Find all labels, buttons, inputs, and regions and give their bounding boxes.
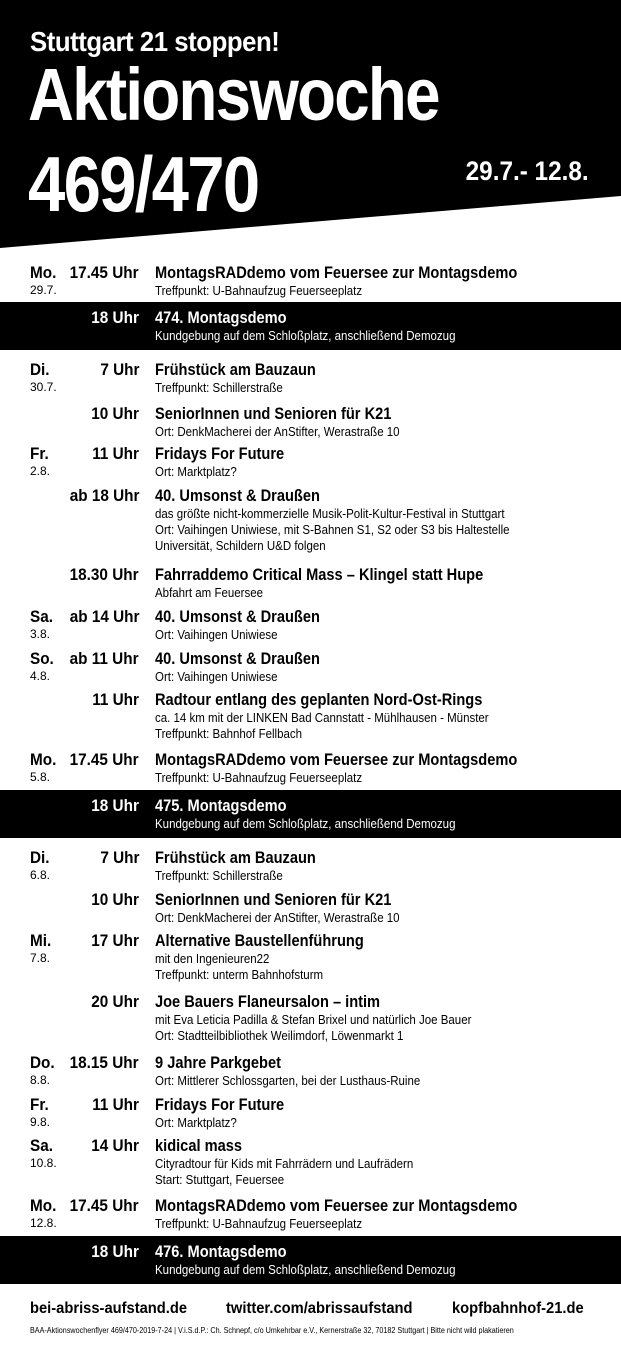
entry-details [155,464,244,480]
entry-detail-line: Universität, Schildern U&D folgen [155,539,326,553]
entry-time: 7 Uhr [99,848,139,867]
footer-link-twitter[interactable]: twitter.com/abrissaufstand [226,1300,413,1317]
entry-day: Fr. [30,444,49,463]
entry-details [155,951,338,983]
schedule-entry-highlight [0,302,621,350]
entry-title: 475. Montagsdemo [155,796,287,815]
footer-imprint: BAA-Aktionswochenflyer 469/470-2019-7-24 | V.i.S.d.P.: Ch. Schnepf, c/o Umkehrbar e.V., Kernerstraße 32, 70182 Stuttgart | Bitte nicht wild plakatieren [30,1326,514,1335]
entry-time: 17.45 Uhr [70,1196,139,1215]
entry-details [155,627,288,643]
header-dates: 29.7.- 12.8. [466,156,589,186]
entry-details [155,816,482,832]
footer-link-kopfbahnhof[interactable]: kopfbahnhof-21.de [452,1300,584,1317]
entry-date: 4.8. [30,669,51,683]
entry-detail-line: Treffpunkt: U-Bahnaufzug Feuerseeplatz [155,284,363,298]
entry-date: 29.7. [30,283,57,297]
entry-title: 40. Umsonst & Draußen [155,486,320,505]
header-subtitle: Stuttgart 21 stoppen! [30,26,280,57]
entry-details [155,506,540,554]
entry-date: 9.8. [30,1115,51,1129]
entry-detail-line: Kundgebung auf dem Schloßplatz, anschließend Demozug [155,817,456,831]
entry-date: 8.8. [30,1073,51,1087]
entry-title: SeniorInnen und Senioren für K21 [155,404,392,423]
entry-title: Frühstück am Bauzaun [155,360,316,379]
entry-title: Fridays For Future [155,444,285,463]
entry-day: Di. [30,360,50,379]
footer-links [0,1300,621,1322]
entry-detail-line: Treffpunkt: unterm Bahnhofsturm [155,968,324,982]
entry-day: Mi. [30,931,52,950]
entry-details [155,770,380,786]
entry-detail-line: Treffpunkt: U-Bahnaufzug Feuerseeplatz [155,1217,363,1231]
footer-link-website[interactable]: bei-abriss-aufstand.de [30,1300,188,1317]
entry-details [155,328,482,344]
entry-title: MontagsRADdemo vom Feuersee zur Montagsdemo [155,263,518,282]
entry-detail-line: ca. 14 km mit der LINKEN Bad Cannstatt - Mühlhausen - Münster [155,711,489,725]
entry-details [155,1115,244,1131]
entry-date: 6.8. [30,868,51,882]
entry-day: Fr. [30,1095,49,1114]
entry-title: 476. Montagsdemo [155,1242,287,1261]
entry-detail-line: Treffpunkt: Bahnhof Fellbach [155,727,303,741]
entry-title: MontagsRADdemo vom Feuersee zur Montagsdemo [155,1196,518,1215]
header-title: Aktionswoche [28,53,439,136]
entry-detail-line: Abfahrt am Feuersee [155,586,264,600]
entry-date: 5.8. [30,770,51,784]
entry-day: Di. [30,848,50,867]
entry-details [155,380,294,396]
entry-time: 18 Uhr [91,1242,139,1261]
entry-time: 17 Uhr [91,931,139,950]
entry-details [155,1073,443,1089]
entry-details [155,910,421,926]
entry-date: 2.8. [30,464,51,478]
entry-time: 14 Uhr [91,1136,139,1155]
header-numbers: 469/470 [28,140,259,228]
entry-detail-line: Treffpunkt: Schillerstraße [155,381,283,395]
entry-date: 12.8. [30,1216,57,1230]
entry-title: Frühstück am Bauzaun [155,848,316,867]
entry-date: 3.8. [30,627,51,641]
entry-time: 7 Uhr [99,360,139,379]
entry-detail-line: Ort: DenkMacherei der AnStifter, Werastraße 10 [155,425,400,439]
entry-detail-line: Ort: Mittlerer Schlossgarten, bei der Lusthaus-Ruine [155,1074,421,1088]
entry-detail-line: Ort: Vaihingen Uniwiese [155,670,278,684]
entry-time: 11 Uhr [92,690,139,709]
entry-date: 7.8. [30,951,51,965]
entry-date: 10.8. [30,1156,57,1170]
entry-title: Fridays For Future [155,1095,285,1114]
entry-details [155,868,294,884]
entry-title: 474. Montagsdemo [155,308,287,327]
entry-title: Fahrraddemo Critical Mass – Klingel statt Hupe [155,565,484,584]
entry-detail-line: das größte nicht-kommerzielle Musik-Polit-Kultur-Festival in Stuttgart [155,507,505,521]
entry-time: 18.30 Uhr [70,565,139,584]
entry-time: 18.15 Uhr [70,1053,139,1072]
entry-detail-line: Ort: Stadtteilbibliothek Weilimdorf, Löwenmarkt 1 [155,1029,404,1043]
entry-time: ab 11 Uhr [70,649,139,668]
entry-time: 17.45 Uhr [70,263,139,282]
schedule-entry-highlight [0,790,621,838]
entry-time: 18 Uhr [91,796,139,815]
entry-title: Alternative Baustellenführung [155,931,364,950]
entry-detail-line: Treffpunkt: U-Bahnaufzug Feuerseeplatz [155,771,363,785]
entry-detail-line: Ort: Marktplatz? [155,465,237,479]
entry-title: 9 Jahre Parkgebet [155,1053,281,1072]
entry-detail-line: Kundgebung auf dem Schloßplatz, anschließend Demozug [155,329,456,343]
entry-detail-line: Ort: Marktplatz? [155,1116,237,1130]
entry-title: kidical mass [155,1136,242,1155]
entry-time: 18 Uhr [91,308,139,327]
entry-time: 11 Uhr [92,1095,139,1114]
entry-title: Joe Bauers Flaneursalon – intim [155,992,381,1011]
entry-title: MontagsRADdemo vom Feuersee zur Montagsdemo [155,750,518,769]
entry-detail-line: Start: Stuttgart, Feuersee [155,1173,285,1187]
entry-day: Sa. [30,1136,53,1155]
entry-day: Mo. [30,1196,57,1215]
entry-time: ab 18 Uhr [69,486,139,505]
entry-time: ab 14 Uhr [69,607,139,626]
entry-details [155,710,518,742]
entry-detail-line: Ort: Vaihingen Uniwiese, mit S-Bahnen S1, S2 oder S3 bis Haltestelle [155,523,510,537]
entry-time: 11 Uhr [92,444,139,463]
entry-details [155,1156,436,1188]
entry-day: So. [30,649,54,668]
entry-time: 17.45 Uhr [70,750,139,769]
entry-day: Do. [30,1053,55,1072]
entry-time: 20 Uhr [91,992,139,1011]
entry-details [155,585,272,601]
entry-details [155,669,288,685]
entry-title: 40. Umsonst & Draußen [155,607,320,626]
entry-title: 40. Umsonst & Draußen [155,649,320,668]
entry-detail-line: mit den Ingenieuren22 [155,952,270,966]
entry-details [155,1012,499,1044]
entry-detail-line: Kundgebung auf dem Schloßplatz, anschließend Demozug [155,1263,456,1277]
entry-time: 10 Uhr [91,890,139,909]
entry-detail-line: mit Eva Leticia Padilla & Stefan Brixel und natürlich Joe Bauer [155,1013,472,1027]
entry-detail-line: Treffpunkt: Schillerstraße [155,869,283,883]
entry-day: Mo. [30,750,57,769]
entry-day: Mo. [30,263,57,282]
entry-title: Radtour entlang des geplanten Nord-Ost-Rings [155,690,483,709]
entry-detail-line: Ort: Vaihingen Uniwiese [155,628,278,642]
entry-detail-line: Ort: DenkMacherei der AnStifter, Werastraße 10 [155,911,400,925]
entry-details [155,424,421,440]
entry-details [155,1262,482,1278]
entry-title: SeniorInnen und Senioren für K21 [155,890,392,909]
entry-details [155,1216,380,1232]
entry-details [155,283,380,299]
entry-date: 30.7. [30,380,57,394]
entry-detail-line: Cityradtour für Kids mit Fahrrädern und Laufrädern [155,1157,414,1171]
entry-day: Sa. [30,607,53,626]
entry-time: 10 Uhr [91,404,139,423]
header-banner [0,0,621,250]
schedule-entry-highlight [0,1236,621,1284]
